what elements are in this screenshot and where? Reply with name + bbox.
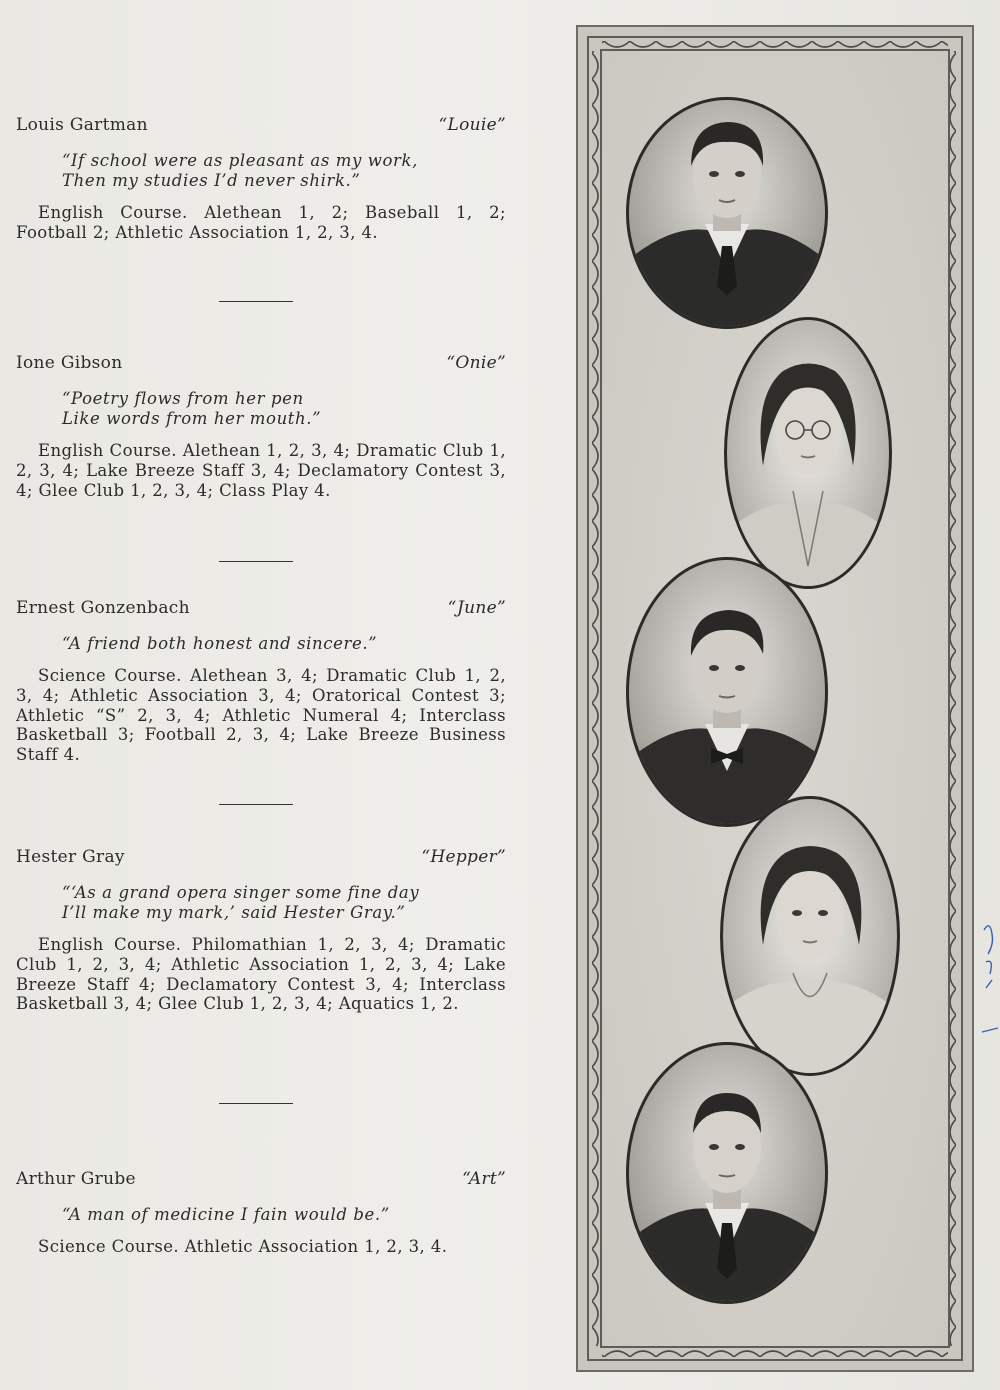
portrait-louis-gartman <box>625 96 829 330</box>
student-name: Ernest Gonzenbach <box>16 598 190 618</box>
student-quote <box>62 1205 506 1225</box>
quote-line: Like words from her mouth.” <box>62 409 322 428</box>
portrait-ernest-gonzenbach <box>625 556 829 828</box>
student-quote <box>62 883 506 923</box>
separator-rule <box>219 804 293 805</box>
quote-line: “Poetry flows from her pen <box>62 389 304 408</box>
student-record: English Course. Philomathian 1, 2, 3, 4; Dramatic Club 1, 2, 3, 4; Athletic Association 1, 2, 3, 4; Lake Breeze Staff 4; Declamatory Contest 3, 4; Interclass Basketball 3, 4; Glee Club 1, 2, 3, 4; Aquatics 1, 2. <box>16 935 506 1014</box>
student-record: Science Course. Athletic Association 1, 2, 3, 4. <box>38 1237 448 1256</box>
student-entry-grube <box>16 1169 506 1257</box>
separator-rule <box>219 1103 293 1104</box>
name-row <box>16 115 506 137</box>
name-row <box>16 353 506 375</box>
name-row <box>16 598 506 620</box>
quote-line: I’ll make my mark,’ said Hester Gray.” <box>62 903 406 922</box>
student-nickname: “June” <box>447 598 506 618</box>
student-entry-gray <box>16 847 506 1014</box>
quote-line: “A man of medicine I fain would be.” <box>62 1205 390 1224</box>
student-nickname: “Hepper” <box>421 847 506 867</box>
student-entry-gartman <box>16 115 506 243</box>
separator-rule <box>219 561 293 562</box>
quote-line: “If school were as pleasant as my work, <box>62 151 418 170</box>
student-entry-gonzenbach <box>16 598 506 765</box>
student-name: Hester Gray <box>16 847 125 867</box>
student-nickname: “Louie” <box>438 115 506 135</box>
student-name: Ione Gibson <box>16 353 123 373</box>
student-name: Arthur Grube <box>16 1169 136 1189</box>
separator-rule <box>219 301 293 302</box>
student-quote <box>62 151 506 191</box>
student-name: Louis Gartman <box>16 115 148 135</box>
portrait-hester-gray <box>719 795 901 1077</box>
student-nickname: “Onie” <box>446 353 506 373</box>
quote-line: Then my studies I’d never shirk.” <box>62 171 361 190</box>
name-row <box>16 847 506 869</box>
quote-line: “A friend both honest and sincere.” <box>62 634 378 653</box>
portrait-arthur-grube <box>625 1041 829 1305</box>
quote-line: “‘As a grand opera singer some fine day <box>62 883 420 902</box>
student-nickname: “Art” <box>462 1169 506 1189</box>
student-quote <box>62 389 506 429</box>
student-entry-gibson <box>16 353 506 500</box>
student-record: English Course. Alethean 1, 2, 3, 4; Dramatic Club 1, 2, 3, 4; Lake Breeze Staff 3, 4; Declamatory Contest 3, 4; Glee Club 1, 2, 3, 4; Class Play 4. <box>16 441 506 500</box>
student-quote <box>62 634 506 654</box>
portrait-ione-gibson <box>723 316 893 590</box>
student-record: Science Course. Alethean 3, 4; Dramatic Club 1, 2, 3, 4; Athletic Association 3, 4; Oratorical Contest 3; Athletic “S” 2, 3, 4; Athletic Numeral 4; Interclass Basketball 3; Football 2, 3, 4; Lake Breeze Business Staff 4. <box>16 666 506 765</box>
name-row <box>16 1169 506 1191</box>
student-record: English Course. Alethean 1, 2; Baseball 1, 2; Football 2; Athletic Association 1, 2, 3, 4. <box>16 203 506 242</box>
handwritten-pen-mark <box>978 910 1000 1040</box>
